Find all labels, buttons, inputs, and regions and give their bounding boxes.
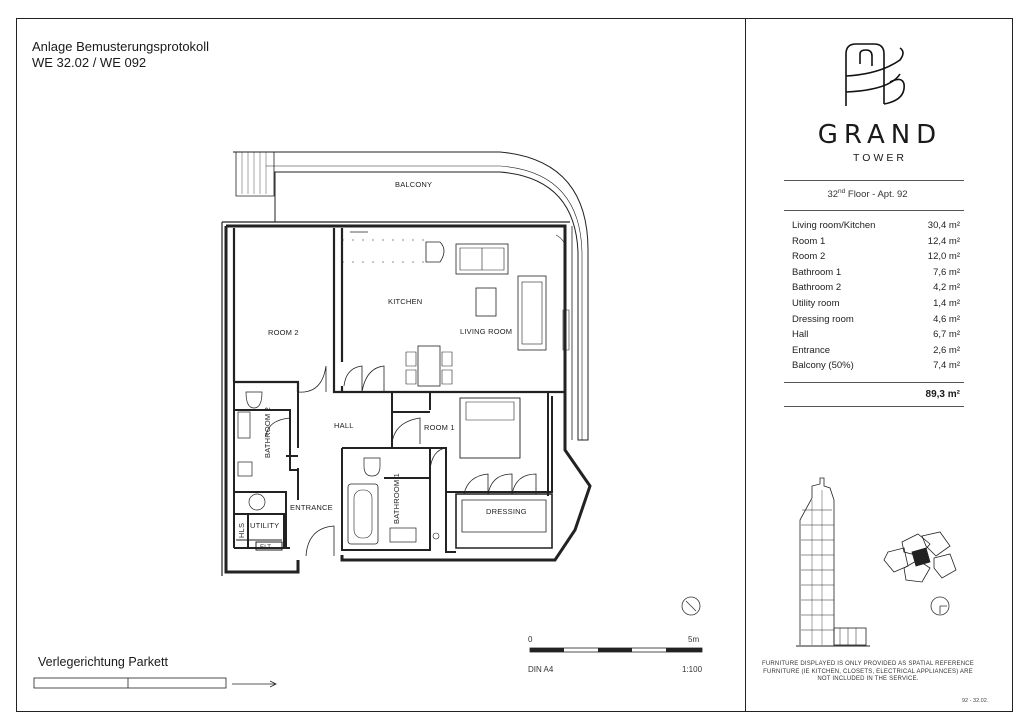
label-room2: ROOM 2 bbox=[268, 328, 299, 337]
area-value: 7,6 m² bbox=[933, 266, 960, 278]
title-line-1: Anlage Bemusterungsprotokoll bbox=[32, 39, 210, 54]
scale-end: 5m bbox=[688, 635, 700, 644]
area-name: Utility room bbox=[792, 297, 840, 309]
floor-number: 32 bbox=[827, 189, 839, 201]
outer-wall bbox=[226, 226, 590, 572]
label-living-room: LIVING ROOM bbox=[460, 327, 513, 336]
balcony-inner-rail bbox=[266, 166, 582, 440]
grand-tower-logo-icon bbox=[846, 44, 904, 106]
label-hls: HLS bbox=[237, 522, 246, 538]
scale-ratio: 1:100 bbox=[682, 665, 703, 674]
area-value: 2,6 m² bbox=[933, 344, 960, 356]
room2-walls bbox=[234, 228, 390, 392]
north-arrow-icon bbox=[682, 597, 700, 615]
label-hall: HALL bbox=[334, 421, 354, 430]
sheet-reference: 92 - 32.02. bbox=[962, 698, 989, 704]
area-row bbox=[792, 329, 960, 345]
area-value: 4,6 m² bbox=[933, 313, 960, 325]
area-value: 12,4 m² bbox=[927, 235, 960, 247]
area-value: 30,4 m² bbox=[927, 220, 960, 231]
area-name: Living room/Kitchen bbox=[792, 220, 876, 231]
area-name: Balcony (50%) bbox=[792, 360, 854, 372]
area-name: Dressing room bbox=[792, 313, 854, 325]
balcony-corner-bench bbox=[236, 152, 274, 196]
area-row bbox=[792, 360, 960, 376]
area-row bbox=[792, 267, 960, 283]
bathtub bbox=[348, 484, 378, 544]
label-room1: ROOM 1 bbox=[424, 423, 455, 432]
rule-bottom bbox=[784, 406, 964, 407]
label-utility: UTILITY bbox=[250, 521, 280, 530]
scale-bar bbox=[530, 648, 702, 652]
area-row bbox=[792, 314, 960, 330]
paper-format: DIN A4 bbox=[528, 665, 554, 674]
label-dressing: DRESSING bbox=[486, 507, 527, 516]
parquet-direction-legend bbox=[34, 678, 276, 688]
label-bathroom1: BATHROOM 1 bbox=[392, 472, 401, 524]
brand-subtitle: TOWER bbox=[853, 152, 907, 164]
building-top-view-icon bbox=[884, 532, 956, 582]
area-table bbox=[792, 220, 960, 376]
furniture-disclaimer: FURNITURE DISPLAYED IS ONLY PROVIDED AS SPATIAL REFERENCE FURNITURE (IE KITCHEN, CLOSETS, ELECTRICAL APPLIANCES) ARE NOT INCLUDED IN THE SERVICE. bbox=[761, 661, 974, 683]
area-name: Bathroom 2 bbox=[792, 282, 842, 294]
area-row bbox=[792, 345, 960, 361]
area-total: 89,3 m² bbox=[925, 389, 960, 400]
area-value: 7,4 m² bbox=[933, 360, 960, 372]
area-value: 12,0 m² bbox=[927, 251, 960, 263]
label-balcony: BALCONY bbox=[395, 180, 433, 189]
area-value: 4,2 m² bbox=[933, 282, 960, 294]
floor-suffix: nd bbox=[838, 188, 846, 195]
floor-rest: Floor - Apt. 92 bbox=[845, 189, 908, 201]
rule-mid bbox=[784, 210, 964, 211]
label-bathroom2: BATHROOM 2 bbox=[263, 406, 272, 458]
area-row bbox=[792, 220, 960, 236]
bed-room1 bbox=[460, 398, 520, 458]
rule-total bbox=[784, 382, 964, 383]
kitchen-counter bbox=[342, 240, 424, 262]
balcony-outline bbox=[233, 152, 588, 440]
compass-icon bbox=[931, 597, 949, 615]
brand-name: GRAND bbox=[817, 120, 943, 150]
area-row bbox=[792, 298, 960, 314]
area-name: Room 1 bbox=[792, 235, 826, 247]
area-name: Bathroom 1 bbox=[792, 266, 842, 278]
area-value: 1,4 m² bbox=[933, 297, 960, 309]
title-line-2: WE 32.02 / WE 092 bbox=[32, 55, 147, 70]
area-row bbox=[792, 236, 960, 252]
parquet-legend-title: Verlegerichtung Parkett bbox=[38, 655, 168, 669]
area-name: Hall bbox=[792, 329, 809, 341]
area-name: Room 2 bbox=[792, 251, 826, 263]
area-row bbox=[792, 251, 960, 267]
scale-start: 0 bbox=[528, 635, 533, 644]
floor-apartment bbox=[760, 188, 975, 200]
area-row bbox=[792, 282, 960, 298]
area-value: 6,7 m² bbox=[933, 329, 960, 341]
rule-top bbox=[784, 180, 964, 181]
dining-table bbox=[418, 346, 440, 386]
label-elt: ELT bbox=[260, 545, 272, 551]
label-entrance: ENTRANCE bbox=[290, 503, 333, 512]
label-kitchen: KITCHEN bbox=[388, 297, 423, 306]
area-name: Entrance bbox=[792, 344, 831, 356]
tower-illustration bbox=[796, 478, 870, 646]
